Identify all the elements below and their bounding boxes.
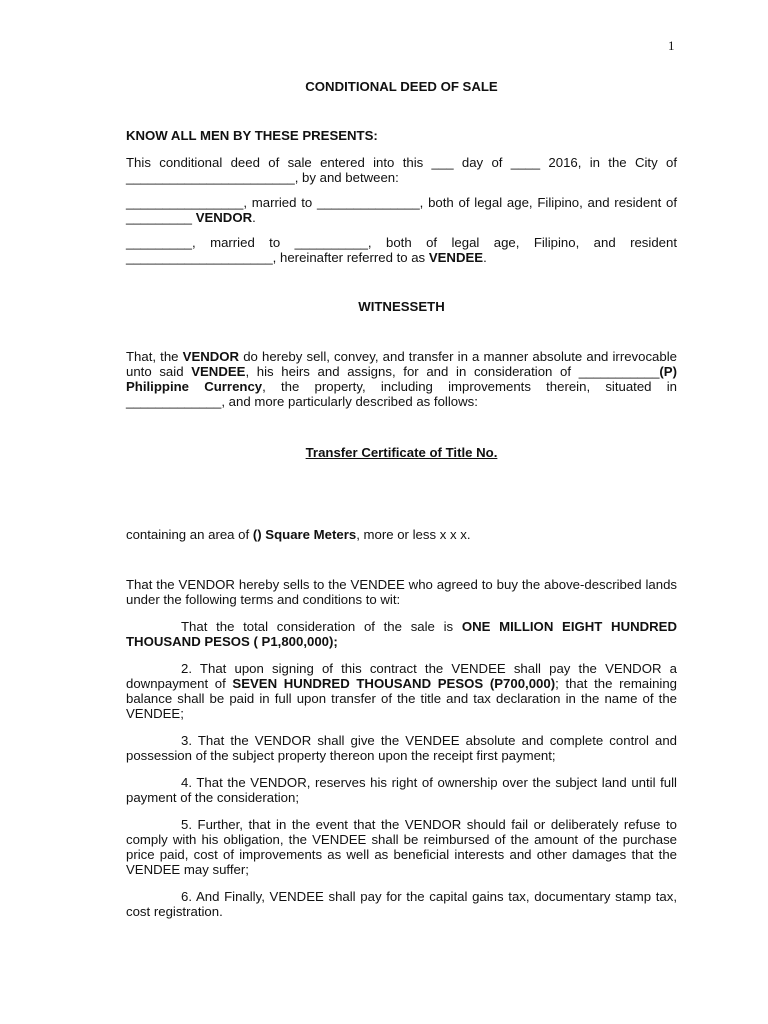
know-all-heading: KNOW ALL MEN BY THESE PRESENTS: (126, 128, 378, 143)
vendor-label: VENDOR (195, 210, 253, 225)
vendor-text-2: . (252, 210, 256, 225)
area-text-1: containing an area of (126, 527, 253, 542)
conveyance-vendor: VENDOR (182, 349, 240, 364)
area-measure: () Square Meters (252, 527, 357, 542)
condition-3: 3. That the VENDOR shall give the VENDEE absolute and complete control and possession of the subject property thereon upon the receipt first payment; (126, 733, 677, 763)
condition-6: 6. And Finally, VENDEE shall pay for the capital gains tax, documentary stamp tax, cost registration. (126, 889, 677, 919)
vendee-label: VENDEE (428, 250, 484, 265)
vendee-paragraph (126, 235, 677, 265)
condition-2 (126, 661, 677, 721)
witnesseth-heading: WITNESSETH (358, 299, 445, 314)
area-paragraph (126, 527, 677, 542)
vendee-text-2: . (483, 250, 487, 265)
conveyance-text-3: , his heirs and assigns, for and in consideration of ___________ (245, 364, 660, 379)
conveyance-vendee: VENDEE (191, 364, 246, 379)
condition-4: 4. That the VENDOR, reserves his right of ownership over the subject land until full payment of the consideration; (126, 775, 677, 805)
conveyance-text-4: , the property, including improvements therein, situated in _____________, and more particularly described as follows: (126, 379, 677, 409)
condition-1-text: That the total consideration of the sale is (181, 619, 462, 634)
intro-paragraph: This conditional deed of sale entered into this ___ day of ____ 2016, in the City of _______________________, by and between: (126, 155, 677, 185)
page-number: 1 (668, 38, 675, 53)
condition-1 (126, 619, 677, 649)
document-body (126, 79, 677, 919)
sells-paragraph: That the VENDOR hereby sells to the VENDEE who agreed to buy the above-described lands under the following terms and conditions to wit: (126, 577, 677, 607)
condition-2-text-2: ; that the remaining balance shall be paid in full upon transfer of the title and tax declaration in the name of the VENDEE; (126, 676, 677, 721)
vendee-text-1: _________, married to __________, both of legal age, Filipino, and resident ____________________, hereinafter referred to as (126, 235, 677, 265)
conveyance-text-1: That, the (126, 349, 183, 364)
conveyance-text-2: do hereby sell, convey, and transfer in a manner absolute and irrevocable unto said (126, 349, 677, 379)
condition-2-text-1: 2. That upon signing of this contract the VENDEE shall pay the VENDOR a downpayment of (126, 661, 677, 691)
condition-5: 5. Further, that in the event that the VENDOR should fail or deliberately refuse to comply with his obligation, the VENDEE shall be reimbursed of the amount of the purchase price paid, cost of improvements as well as beneficial interests and other damages that the VENDEE may suffer; (126, 817, 677, 877)
condition-2-amount: SEVEN HUNDRED THOUSAND PESOS (P700,000) (232, 676, 556, 691)
vendor-text-1: ________________, married to ______________, both of legal age, Filipino, and resident of _________ (126, 195, 677, 225)
area-text-2: , more or less x x x. (356, 527, 471, 542)
document-title: CONDITIONAL DEED OF SALE (305, 79, 498, 94)
tct-heading: Transfer Certificate of Title No. (305, 445, 498, 460)
vendor-paragraph (126, 195, 677, 225)
conveyance-currency: (P) Philippine Currency (126, 364, 677, 394)
condition-1-amount: ONE MILLION EIGHT HUNDRED THOUSAND PESOS ( P1,800,000); (126, 619, 677, 649)
conveyance-paragraph (126, 349, 677, 409)
